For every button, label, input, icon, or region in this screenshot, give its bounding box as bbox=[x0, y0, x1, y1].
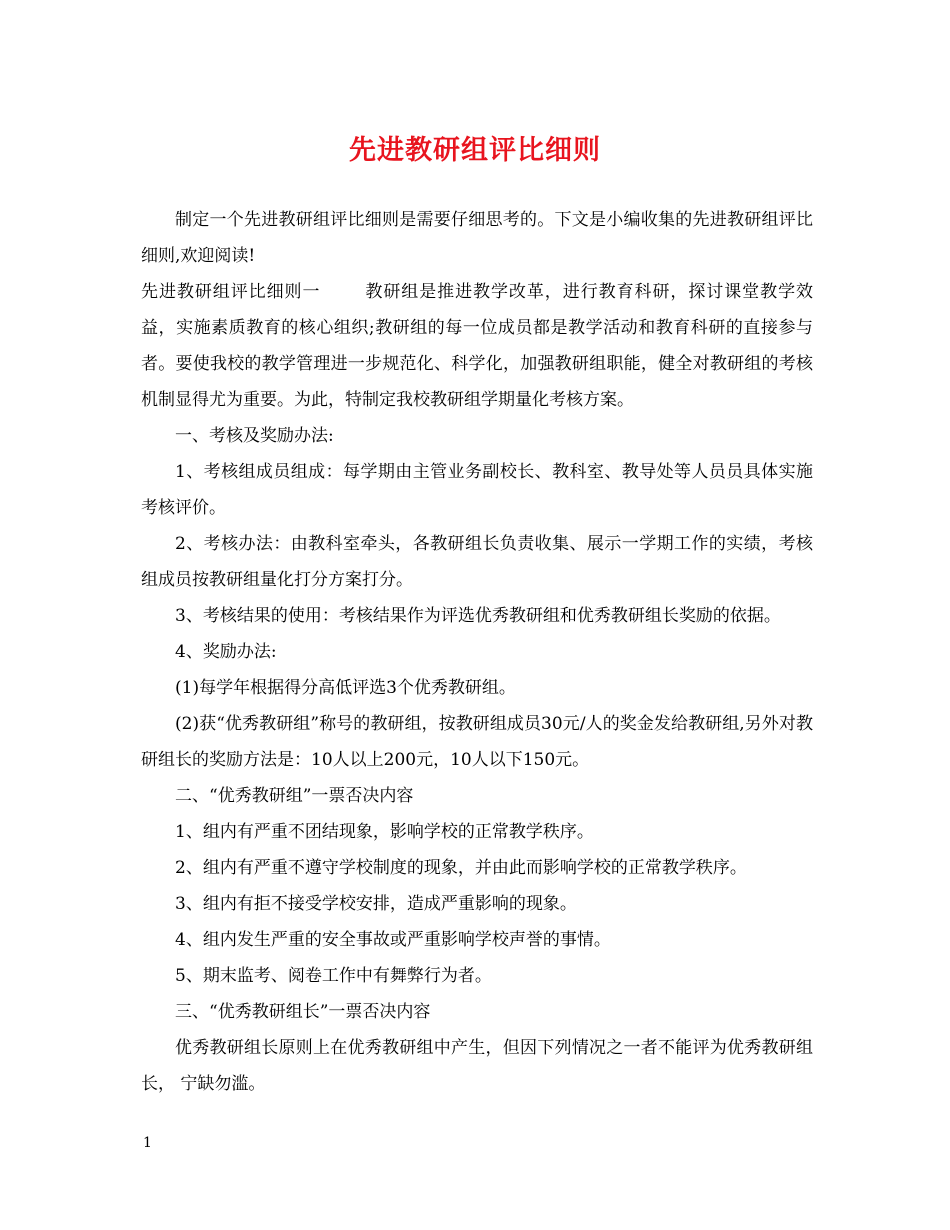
list-item-veto-1: 1、组内有严重不团结现象，影响学校的正常教学秩序。 bbox=[175, 822, 594, 842]
heading-assessment: 一、考核及奖励办法: bbox=[175, 426, 334, 446]
list-item-veto-2: 2、组内有严重不遵守学校制度的现象，并由此而影响学校的正常教学秩序。 bbox=[175, 858, 747, 878]
paragraph-assessment-results: 3、考核结果的使用：考核结果作为评选优秀教研组和优秀教研组长奖励的依据。 bbox=[175, 606, 781, 626]
intro-paragraph: 制定一个先进教研组评比细则是需要仔细思考的。下文是小编收集的先进教研组评比细则,欢迎阅读! bbox=[141, 210, 813, 266]
paragraph-leader-veto: 优秀教研组长原则上在优秀教研组中产生，但因下列情况之一者不能评为优秀教研组长， 宁缺勿滥。 bbox=[141, 1038, 813, 1094]
list-item-veto-5: 5、期末监考、阅卷工作中有舞弊行为者。 bbox=[175, 966, 492, 986]
section-text: 教研组是推进教学改革，进行教育科研，探讨课堂教学效益，实施素质教育的核心组织;教研组的每一位成员都是教学活动和教育科研的直接参与者。要使我校的教学管理进一步规范化、科学化，加强教研组职能，健全对教研组的考核机制显得尤为重要。为此，特制定我校教研组学期量化考核方案。 bbox=[141, 282, 814, 410]
document-body bbox=[141, 202, 813, 1102]
document-title: 先进教研组评比细则 bbox=[349, 135, 601, 166]
page-number: 1 bbox=[143, 1135, 152, 1151]
heading-rewards: 4、奖励办法: bbox=[175, 642, 277, 662]
heading-leader-veto: 三、“优秀教研组长”一票否决内容 bbox=[175, 1002, 431, 1022]
paragraph-assessment-members: 1、考核组成员组成：每学期由主管业务副校长、教科室、教导处等人员员具体实施考核评价。 bbox=[141, 462, 813, 518]
paragraph-reward-selection: (1)每学年根据得分高低评选3个优秀教研组。 bbox=[175, 678, 516, 698]
list-item-veto-4: 4、组内发生严重的安全事故或严重影响学校声誉的事情。 bbox=[175, 930, 611, 950]
section-label: 先进教研组评比细则一 bbox=[141, 282, 321, 302]
heading-group-veto: 二、“优秀教研组”一票否决内容 bbox=[175, 786, 414, 806]
list-item-veto-3: 3、组内有拒不接受学校安排，造成严重影响的现象。 bbox=[175, 894, 577, 914]
paragraph-reward-amount: (2)获“优秀教研组”称号的教研组，按教研组成员30元/人的奖金发给教研组,另外对教研组长的奖励方法是：10人以上200元，10人以下150元。 bbox=[141, 714, 813, 770]
section-one-paragraph bbox=[141, 274, 813, 418]
paragraph-assessment-method: 2、考核办法：由教科室牵头，各教研组长负责收集、展示一学期工作的实绩，考核组成员按教研组量化打分方案打分。 bbox=[141, 534, 813, 590]
